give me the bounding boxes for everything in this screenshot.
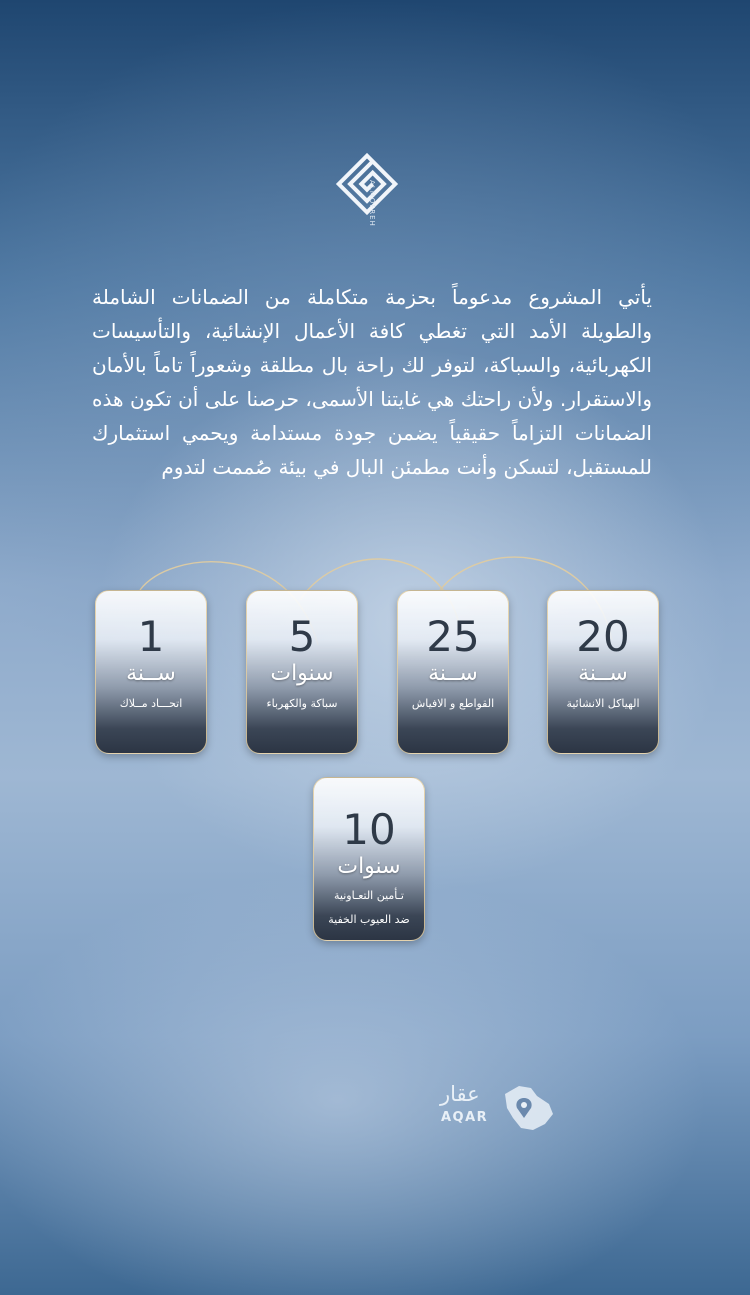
aqar-brand-english: AQAR (441, 1110, 489, 1125)
warranty-years: 5 (288, 612, 316, 661)
warranty-card-plumbing (246, 590, 358, 754)
warranty-label: اتحـــاد مــلاك (119, 697, 183, 710)
kufic-logo-icon (333, 150, 401, 218)
warranty-unit: سنوات (337, 854, 401, 879)
warranty-unit: سنوات (270, 661, 334, 686)
warranty-label: القواطع و الافياش (411, 697, 495, 710)
warranty-label: سباكة والكهرباء (266, 697, 338, 710)
warranty-label: الهياكل الانشائية (566, 697, 640, 710)
logo-caption: ALMOFREH (368, 180, 376, 227)
intro-paragraph: يأتي المشروع مدعوماً بحزمة متكاملة من الضمانات الشاملة والطويلة الأمد التي تغطي كافة الأعمال الإنشائية، والتأسيسات الكهربائية، والسباكة، لتوفر لك راحة بال مطلقة وشعوراً تاماً بالأمان والاستقرار. ولأن راحتك هي غايتنا الأسمى، حرصنا على أن تكون هذه الضمانات التزاماً حقيقياً يضمن جودة مستدامة ويحمي استثمارك للمستقبل، لتسكن وأنت مطمئن البال في بيئة صُممت لتدوم (92, 285, 652, 479)
warranty-label-line2: ضد العيوب الخفية (328, 913, 410, 926)
warranty-card-switches (397, 590, 509, 754)
warranty-years: 1 (137, 612, 165, 661)
warranty-label-line1: تـأمين التعـاونية (334, 889, 404, 902)
saudi-map-pin-icon (497, 1080, 557, 1134)
warranty-years: 25 (426, 612, 480, 661)
warranty-card-structures (547, 590, 659, 754)
warranty-unit: ســنة (126, 661, 176, 686)
warranty-years: 20 (576, 612, 630, 661)
warranty-card-insurance (313, 777, 425, 941)
aqar-brand-arabic: عقار (440, 1082, 480, 1106)
warranty-unit: ســنة (428, 661, 478, 686)
warranty-unit: ســنة (578, 661, 628, 686)
warranty-years: 10 (342, 805, 396, 854)
warranty-card-owners-union (95, 590, 207, 754)
